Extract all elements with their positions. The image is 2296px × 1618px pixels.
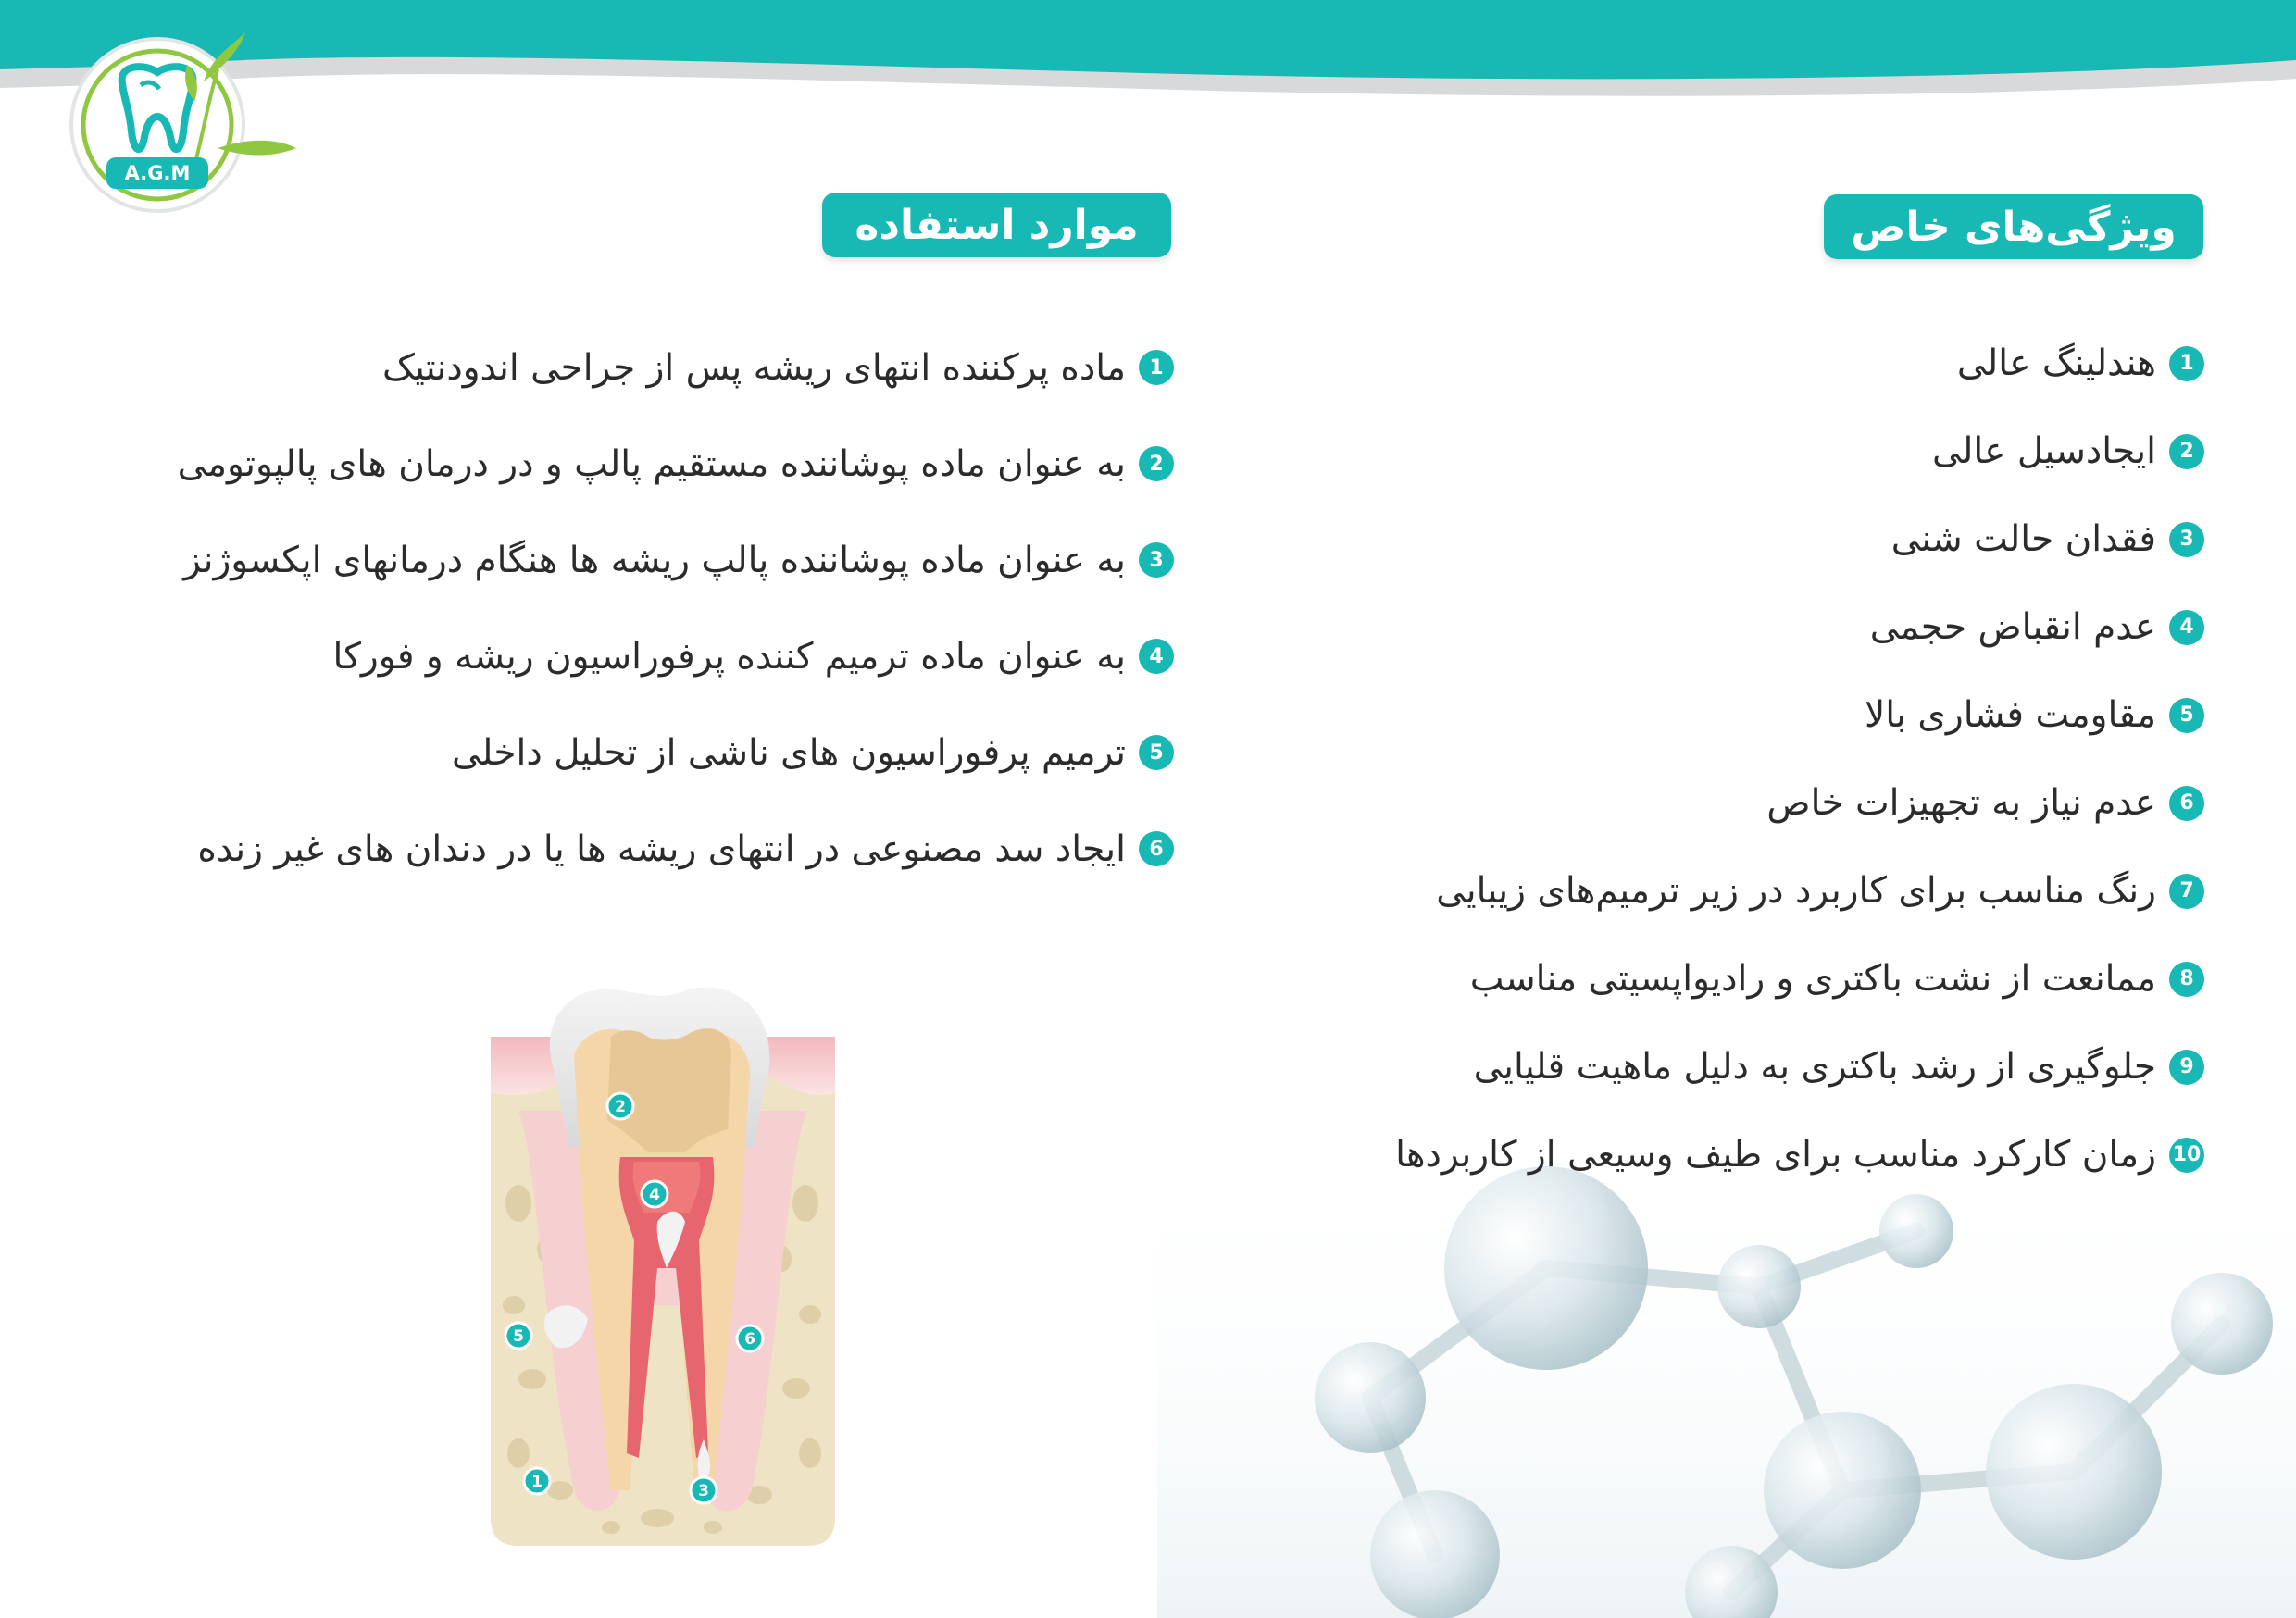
number-badge: 6 [1139,831,1174,866]
list-item [100,608,1174,704]
list-item [100,512,1174,608]
number-badge: 10 [2169,1138,2204,1173]
number-badge: 9 [2169,1050,2204,1085]
list-item-text: ممانعت از نشت باکتری و رادیواپسیتی مناسب [1469,958,2156,1000]
list-item-text: عدم نیاز به تجهیزات خاص [1766,782,2156,824]
tooth-diagram [481,972,844,1555]
svg-text:4: 4 [649,1186,660,1204]
number-badge: 2 [2169,434,2204,469]
uses-heading-text: موارد استفاده [855,201,1139,249]
number-badge: 6 [2169,786,2204,821]
diagram-marker-3 [691,1477,717,1503]
svg-text:5: 5 [513,1327,524,1346]
list-item [1279,1111,2204,1199]
svg-text:1: 1 [531,1473,543,1491]
list-item [1279,319,2204,407]
uses-heading [822,193,1171,257]
list-item-text: ایجادسیل عالی [1931,430,2156,472]
list-item-text: فقدان حالت شنی [1890,518,2156,560]
list-item-text: به عنوان ماده پوشاننده مستقیم پالپ و در درمان های پالپوتومی [177,442,1126,485]
svg-text:3: 3 [698,1482,709,1500]
list-item-text: عدم انقباض حجمی [1869,606,2156,648]
list-item-text: هندلینگ عالی [1956,342,2156,384]
list-item-text: رنگ مناسب برای کاربرد در زیر ترمیم‌های زیبایی [1436,870,2156,912]
features-list [1279,319,2204,1199]
list-item-text: به عنوان ماده ترمیم کننده پرفوراسیون ریشه و فورکا [332,635,1126,678]
list-item [100,704,1174,801]
list-item [1279,407,2204,495]
list-item-text: مقاومت فشاری بالا [1865,694,2156,736]
molecule-decoration [1157,1157,2296,1618]
diagram-marker-2 [607,1093,633,1119]
number-badge: 3 [1139,542,1174,578]
number-badge: 4 [1139,639,1174,674]
top-wave-band [0,0,2296,130]
number-badge: 4 [2169,610,2204,645]
list-item [1279,671,2204,759]
number-badge: 8 [2169,962,2204,997]
number-badge: 1 [2169,346,2204,381]
svg-text:2: 2 [615,1098,626,1116]
list-item [100,416,1174,512]
list-item [1279,935,2204,1023]
list-item-text: ماده پرکننده انتهای ریشه پس از جراحی اندودنتیک [382,346,1126,389]
svg-text:6: 6 [744,1330,755,1349]
number-badge: 3 [2169,522,2204,557]
diagram-marker-4 [642,1181,668,1207]
brand-logo [56,28,306,222]
list-item-text: ایجاد سد مصنوعی در انتهای ریشه ها یا در دندان های غیر زنده [197,828,1126,870]
list-item-text: به عنوان ماده پوشاننده پالپ ریشه ها هنگام درمانهای اپکسوژنز [183,539,1126,581]
logo-text: A.G.M [124,162,191,184]
number-badge: 5 [2169,698,2204,733]
number-badge: 5 [1139,735,1174,770]
features-heading [1824,194,2203,259]
diagram-marker-6 [737,1326,763,1351]
number-badge: 1 [1139,350,1174,385]
list-item [1279,759,2204,847]
number-badge: 7 [2169,874,2204,909]
list-item [1279,1023,2204,1111]
list-item-text: زمان کارکرد مناسب برای طیف وسیعی از کاربردها [1395,1134,2156,1176]
features-heading-text: ویژگی‌های خاص [1851,203,2177,251]
list-item [1279,583,2204,671]
list-item-text: جلوگیری از رشد باکتری به دلیل ماهیت قلیایی [1473,1046,2156,1088]
list-item [100,801,1174,897]
number-badge: 2 [1139,446,1174,481]
uses-list [100,319,1174,897]
list-item [1279,847,2204,935]
list-item [1279,495,2204,583]
diagram-marker-1 [524,1468,550,1494]
list-item-text: ترمیم پرفوراسیون های ناشی از تحلیل داخلی [452,731,1126,774]
diagram-marker-5 [505,1323,531,1349]
list-item [100,319,1174,416]
